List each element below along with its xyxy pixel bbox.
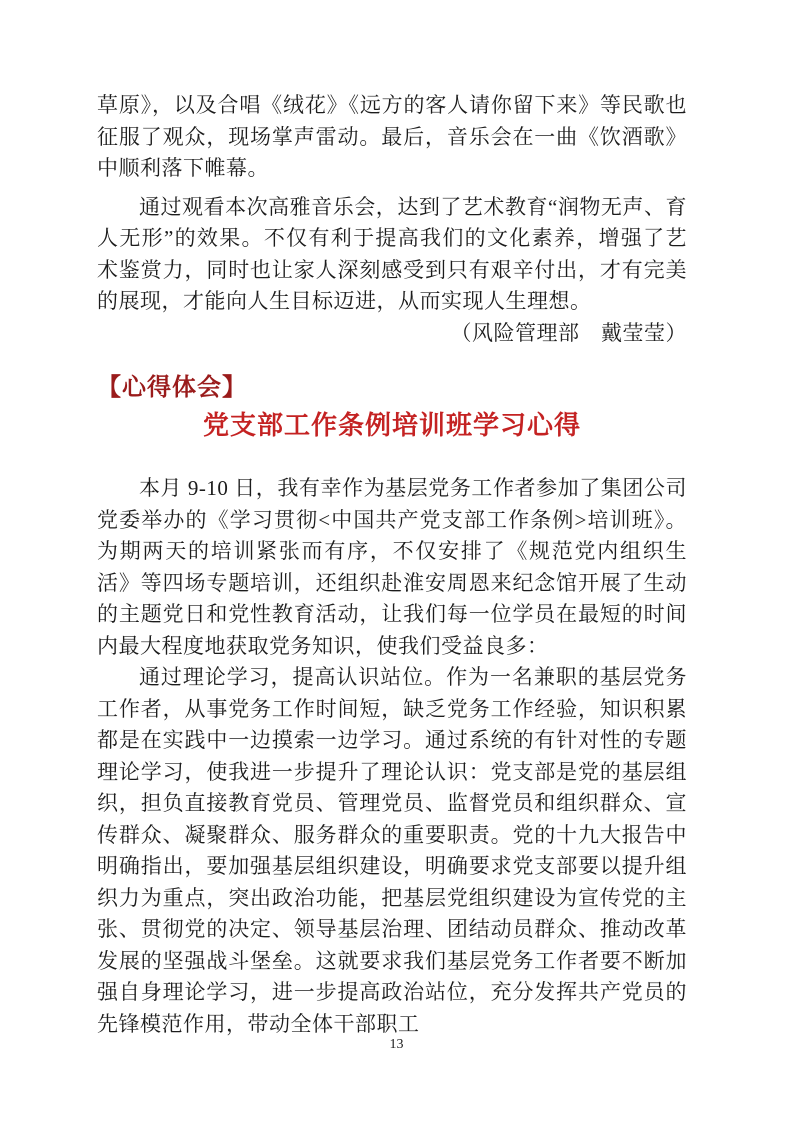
music-article-closing-paragraph: 通过观看本次高雅音乐会，达到了艺术教育“润物无声、育人无形”的效果。不仅有利于提高我们的文化素养，增强了艺术鉴赏力，同时也让家人深刻感受到只有艰辛付出，才有完美的展现，才能向人生目标迈进，从而实现人生理想。 [97,194,687,313]
body-paragraph: 通过理论学习，提高认识站位。作为一名兼职的基层党务工作者，从事党务工作时间短，缺乏党务工作经验，知识积累都是在实践中一边摸索一边学习。通过系统的有针对性的专题理论学习，使我进一步提升了理论认识：党支部是党的基层组织，担负直接教育党员、管理党员、监督党员和组织群众、宣传群众、凝聚群众、服务群众的重要职责。党的十九大报告中明确指出，要加强基层组织建设，明确要求党支部要以提升组织力为重点，突出政治功能，把基层党组织建设为宣传党的主张、贯彻党的决定、领导基层治理、团结动员群众、推动改革发展的坚强战斗堡垒。这就要求我们基层党务工作者要不断加强自身理论学习，进一步提高政治站位，充分发挥共产党员的先锋模范作用，带动全体干部职工 [97,665,687,1036]
text-column [97,90,687,1040]
body-paragraph: 本月 9-10 日，我有幸作为基层党务工作者参加了集团公司党委举办的《学习贯彻<中国共产党支部工作条例>培训班》。为期两天的培训紧张而有序，不仅安排了《规范党内组织生活》等四场专题培训，还组织赴淮安周恩来纪念馆开展了生动的主题党日和党性教育活动，让我们每一位学员在最短的时间内最大程度地获取党务知识，使我们受益良多： [97,476,687,658]
music-article-continuation-paragraph: 草原》，以及合唱《绒花》《远方的客人请你留下来》等民歌也征服了观众，现场掌声雷动。最后，音乐会在一曲《饮酒歌》中顺利落下帷幕。 [97,93,687,180]
section-label: 【心得体会】 [97,375,247,401]
page-number: 13 [389,1037,404,1052]
article-attribution: （风险管理部 戴莹莹） [450,320,687,345]
article-title: 党支部工作条例培训班学习心得 [202,410,581,440]
